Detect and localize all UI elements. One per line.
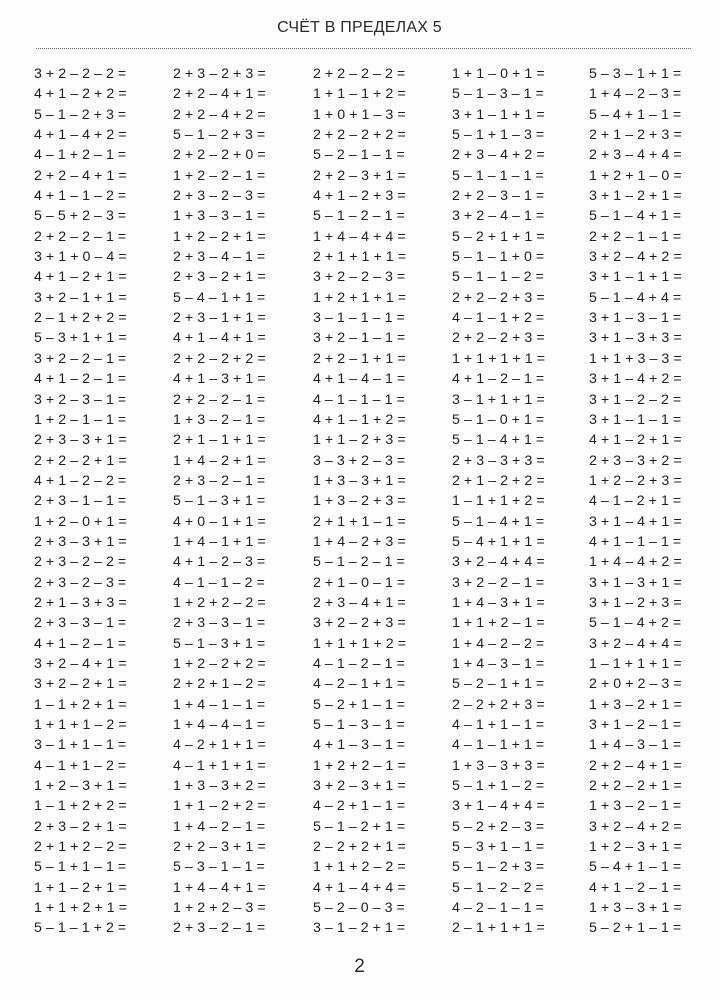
exercise-item: 1 – 1 + 1 + 2 = <box>452 493 545 510</box>
exercise-item: 3 + 1 – 4 + 2 = <box>589 371 682 388</box>
exercise-item: 2 + 3 – 3 – 1 = <box>173 615 266 632</box>
exercise-item: 1 + 2 – 2 + 1 = <box>173 228 266 245</box>
exercise-item: 2 + 2 – 4 + 1 = <box>173 86 266 103</box>
exercise-item: 2 + 3 – 3 – 1 = <box>34 615 127 632</box>
exercise-item: 2 + 1 – 0 – 1 = <box>313 574 406 591</box>
exercise-item: 2 + 1 – 2 + 3 = <box>589 127 682 144</box>
exercise-item: 1 + 2 – 2 + 2 = <box>173 655 266 672</box>
exercise-item: 1 + 4 – 4 + 1 = <box>173 879 266 896</box>
exercise-item: 1 + 4 – 2 + 1 = <box>173 452 266 469</box>
exercise-item: 4 – 1 + 1 – 1 = <box>452 717 545 733</box>
exercise-item: 2 – 2 + 2 + 3 = <box>452 696 545 713</box>
exercise-item: 1 + 2 + 1 + 1 = <box>313 289 407 306</box>
exercise-item: 3 – 3 + 2 – 3 = <box>313 452 406 469</box>
exercise-item: 3 + 2 – 2 – 1 = <box>34 350 127 367</box>
exercise-item: 3 + 2 – 3 + 1 = <box>313 778 406 795</box>
exercise-item: 2 + 2 – 2 + 3 = <box>452 289 545 306</box>
exercise-item: 3 + 2 – 2 – 1 = <box>452 574 545 591</box>
exercise-item: 3 + 1 – 3 + 1 = <box>589 574 682 591</box>
exercise-item: 1 + 2 + 2 – 3 = <box>173 900 266 917</box>
exercise-item: 3 + 1 – 1 + 1 = <box>452 106 545 123</box>
exercise-item: 1 + 4 – 3 – 1 = <box>452 655 545 672</box>
exercise-item: 4 – 2 – 1 – 1 = <box>452 900 544 917</box>
exercise-item: 2 + 2 – 2 + 3 = <box>452 330 545 347</box>
exercise-item: 3 + 2 – 2 – 2 = <box>34 66 127 82</box>
title-dotted-divider <box>36 48 691 49</box>
exercise-item: 1 + 4 – 2 – 3 = <box>589 86 682 103</box>
exercise-item: 1 + 2 – 3 + 1 = <box>34 778 127 795</box>
exercise-item: 1 + 1 + 3 – 3 = <box>589 350 682 367</box>
exercise-item: 5 – 2 – 1 – 1 = <box>313 147 405 164</box>
exercise-item: 4 – 1 – 1 – 1 = <box>313 391 405 408</box>
exercise-item: 4 – 2 – 1 + 1 = <box>313 676 406 693</box>
exercise-item: 4 + 1 – 4 + 4 = <box>313 879 406 896</box>
exercise-item: 2 + 2 – 2 + 2 = <box>313 127 406 144</box>
exercise-item: 1 + 2 + 2 – 1 = <box>313 757 406 774</box>
exercise-item: 2 + 2 – 3 + 1 = <box>173 839 266 856</box>
exercise-item: 3 + 2 – 4 + 4 = <box>589 635 682 652</box>
exercise-item: 1 + 2 – 0 + 1 = <box>34 513 127 530</box>
exercise-columns <box>0 64 719 944</box>
exercise-item: 5 – 4 + 1 – 1 = <box>589 106 682 123</box>
exercise-item: 3 + 1 – 4 + 4 = <box>452 798 545 815</box>
exercise-item: 1 + 1 + 2 + 1 = <box>34 900 128 917</box>
page-number: 2 <box>354 956 365 977</box>
exercise-item: 3 + 1 + 0 – 4 = <box>34 249 127 266</box>
exercise-item: 2 + 2 – 4 + 1 = <box>34 167 127 184</box>
exercise-item: 5 – 2 – 0 – 3 = <box>313 900 405 917</box>
exercise-item: 4 + 1 – 1 + 2 = <box>313 411 406 428</box>
exercise-item: 3 + 2 – 1 + 1 = <box>34 289 127 306</box>
exercise-item: 2 + 3 – 2 + 3 = <box>173 66 266 82</box>
exercise-item: 2 + 2 – 2 + 0 = <box>173 147 266 164</box>
exercise-item: 2 + 3 – 4 + 4 = <box>589 147 682 164</box>
exercise-column-1 <box>34 64 159 939</box>
exercise-item: 1 + 1 – 2 + 3 = <box>313 432 406 449</box>
exercise-item: 1 + 2 – 2 – 1 = <box>173 167 266 184</box>
exercise-item: 2 + 2 – 4 + 2 = <box>173 106 266 123</box>
exercise-item: 1 + 4 – 2 – 1 = <box>173 818 266 835</box>
exercise-item: 3 + 1 – 2 + 3 = <box>589 594 682 611</box>
exercise-item: 5 – 1 – 3 – 1 = <box>452 86 544 103</box>
exercise-item: 4 – 2 + 1 + 1 = <box>173 737 266 754</box>
exercise-item: 5 – 2 – 1 + 1 = <box>452 676 545 693</box>
exercise-item: 5 – 2 + 1 + 1 = <box>452 228 545 245</box>
exercise-item: 1 + 3 – 3 + 1 = <box>589 900 682 917</box>
exercise-item: 2 + 3 – 1 – 1 = <box>34 493 127 510</box>
exercise-item: 1 + 3 – 3 + 2 = <box>173 778 266 795</box>
exercise-item: 1 + 1 – 0 + 1 = <box>452 66 545 82</box>
exercise-item: 5 – 1 – 4 + 4 = <box>589 289 682 306</box>
exercise-item: 4 + 1 – 2 – 1 = <box>34 371 127 388</box>
exercise-item: 2 – 2 + 2 + 1 = <box>313 839 406 856</box>
exercise-item: 5 – 1 – 4 + 1 = <box>452 432 545 449</box>
exercise-item: 5 – 2 + 2 – 3 = <box>452 818 545 835</box>
exercise-item: 1 + 4 – 2 + 3 = <box>313 533 406 550</box>
exercise-item: 3 + 2 – 2 – 3 = <box>313 269 406 286</box>
exercise-item: 1 + 1 + 2 – 2 = <box>313 859 406 876</box>
exercise-item: 2 + 0 + 2 – 3 = <box>589 676 682 693</box>
exercise-item: 4 + 0 – 1 + 1 = <box>173 513 266 530</box>
exercise-item: 5 – 1 – 4 + 2 = <box>589 615 682 632</box>
exercise-item: 5 – 1 – 2 + 3 = <box>452 859 545 876</box>
exercise-item: 5 – 1 – 4 + 1 = <box>589 208 682 225</box>
exercise-item: 4 + 1 – 2 + 1 = <box>34 269 127 286</box>
exercise-item: 2 + 1 + 1 + 1 = <box>313 249 407 266</box>
exercise-item: 2 + 3 – 4 + 1 = <box>313 594 406 611</box>
exercise-item: 3 + 2 – 2 + 1 = <box>34 676 127 693</box>
exercise-item: 2 + 3 – 2 – 3 = <box>173 188 266 205</box>
exercise-item: 1 + 2 – 1 – 1 = <box>34 411 127 428</box>
exercise-item: 5 – 5 + 2 – 3 = <box>34 208 127 225</box>
exercise-column-2 <box>173 64 298 939</box>
exercise-item: 5 – 1 – 1 + 0 = <box>452 249 545 266</box>
exercise-item: 1 + 2 + 2 – 2 = <box>173 594 266 611</box>
exercise-item: 4 + 1 – 4 + 1 = <box>173 330 266 347</box>
exercise-item: 2 + 2 – 3 – 1 = <box>452 188 545 205</box>
exercise-item: 2 + 3 – 3 + 1 = <box>34 432 127 449</box>
exercise-item: 1 + 3 – 2 + 3 = <box>313 493 406 510</box>
exercise-item: 1 + 4 – 1 + 1 = <box>173 533 266 550</box>
exercise-item: 4 + 1 – 2 – 3 = <box>173 554 266 571</box>
exercise-item: 2 + 3 – 2 + 1 = <box>173 269 266 286</box>
exercise-item: 4 + 1 – 2 – 2 = <box>34 472 127 489</box>
exercise-item: 5 – 3 – 1 + 1 = <box>589 66 682 82</box>
exercise-item: 3 + 2 – 4 + 2 = <box>589 249 682 266</box>
exercise-item: 1 + 4 – 2 – 2 = <box>452 635 545 652</box>
exercise-item: 2 + 3 – 2 – 1 = <box>173 472 266 489</box>
exercise-item: 1 + 1 + 1 + 2 = <box>313 635 407 652</box>
exercise-item: 3 + 1 – 3 – 1 = <box>589 310 682 327</box>
exercise-item: 2 + 3 – 2 – 1 = <box>173 920 266 937</box>
exercise-item: 4 + 1 – 3 + 1 = <box>173 371 266 388</box>
exercise-item: 5 – 1 – 1 – 1 = <box>452 167 544 184</box>
exercise-item: 5 – 1 – 1 + 2 = <box>34 920 127 937</box>
exercise-item: 5 – 1 – 2 + 3 = <box>34 106 127 123</box>
exercise-item: 2 + 2 – 2 + 1 = <box>589 778 682 795</box>
exercise-item: 1 + 1 + 1 + 1 = <box>452 350 546 367</box>
exercise-item: 4 – 1 + 1 + 1 = <box>173 757 266 774</box>
exercise-item: 4 + 1 – 3 – 1 = <box>313 737 406 754</box>
exercise-item: 5 – 1 + 1 – 1 = <box>34 859 127 876</box>
exercise-item: 5 – 3 + 1 – 1 = <box>452 839 545 856</box>
exercise-item: 5 – 4 + 1 + 1 = <box>452 533 545 550</box>
exercise-item: 1 + 4 – 4 – 1 = <box>173 717 266 733</box>
page-title: СЧЁТ В ПРЕДЕЛАХ 5 <box>277 19 442 36</box>
exercise-item: 1 + 3 – 2 + 1 = <box>589 696 682 713</box>
exercise-column-5 <box>589 64 714 939</box>
exercise-item: 4 + 1 – 2 – 1 = <box>589 879 682 896</box>
exercise-item: 5 – 1 – 0 + 1 = <box>452 411 545 428</box>
exercise-item: 5 – 1 – 2 – 2 = <box>452 879 544 896</box>
exercise-item: 5 – 1 – 3 – 1 = <box>313 717 405 733</box>
exercise-item: 5 – 2 + 1 – 1 = <box>313 696 406 713</box>
exercise-item: 3 + 2 – 2 + 3 = <box>313 615 406 632</box>
exercise-item: 4 + 1 – 1 – 1 = <box>589 533 682 550</box>
exercise-item: 1 + 2 + 1 – 0 = <box>589 167 682 184</box>
exercise-item: 2 + 1 – 3 + 3 = <box>34 594 127 611</box>
exercise-item: 3 + 1 – 3 + 3 = <box>589 330 682 347</box>
exercise-item: 2 + 1 – 1 + 1 = <box>173 432 266 449</box>
exercise-item: 2 + 1 + 1 – 1 = <box>313 513 406 530</box>
exercise-item: 4 + 1 – 4 + 2 = <box>34 127 127 144</box>
exercise-item: 5 – 4 – 1 + 1 = <box>173 289 266 306</box>
exercise-item: 1 + 3 – 3 + 3 = <box>452 757 545 774</box>
exercise-item: 4 – 2 + 1 – 1 = <box>313 798 406 815</box>
exercise-item: 1 + 1 + 2 – 1 = <box>452 615 545 632</box>
exercise-item: 4 – 1 – 1 + 1 = <box>452 737 545 754</box>
exercise-item: 2 + 2 – 3 + 1 = <box>313 167 406 184</box>
exercise-item: 1 – 1 + 2 + 1 = <box>34 696 127 713</box>
exercise-item: 1 + 4 – 3 + 1 = <box>452 594 545 611</box>
exercise-item: 3 + 2 – 4 + 1 = <box>34 655 127 672</box>
exercise-item: 2 – 1 + 1 + 1 = <box>452 920 545 937</box>
exercise-item: 2 + 1 – 2 + 2 = <box>452 472 545 489</box>
exercise-item: 3 – 1 + 1 – 1 = <box>34 737 127 754</box>
exercise-item: 3 + 2 – 4 + 4 = <box>452 554 545 571</box>
exercise-item: 5 – 1 + 1 – 3 = <box>452 127 545 144</box>
exercise-item: 2 + 3 – 3 + 2 = <box>589 452 682 469</box>
exercise-item: 5 – 1 – 3 + 1 = <box>173 635 266 652</box>
exercise-item: 2 + 2 – 2 – 1 = <box>173 391 266 408</box>
exercise-item: 4 – 1 – 1 + 2 = <box>452 310 545 327</box>
exercise-column-4 <box>452 64 577 939</box>
exercise-item: 4 + 1 – 2 + 1 = <box>589 432 682 449</box>
exercise-item: 1 + 2 – 2 + 3 = <box>589 472 682 489</box>
exercise-item: 1 + 4 – 4 + 2 = <box>589 554 682 571</box>
exercise-item: 3 – 1 – 1 – 1 = <box>313 310 405 327</box>
exercise-item: 2 – 1 + 2 + 2 = <box>34 310 127 327</box>
exercise-item: 3 – 1 – 2 + 1 = <box>313 920 406 937</box>
exercise-item: 2 + 3 – 4 – 1 = <box>173 249 266 266</box>
exercise-item: 1 + 1 – 1 + 2 = <box>313 86 406 103</box>
exercise-item: 2 + 3 – 2 – 3 = <box>34 574 127 591</box>
exercise-item: 5 – 1 – 4 + 1 = <box>452 513 545 530</box>
exercise-item: 4 + 1 – 2 + 3 = <box>313 188 406 205</box>
exercise-item: 1 + 3 – 3 – 1 = <box>173 208 266 225</box>
exercise-item: 3 – 1 + 1 + 1 = <box>452 391 545 408</box>
exercise-item: 5 – 1 – 2 + 1 = <box>313 818 406 835</box>
exercise-item: 3 + 2 – 1 – 1 = <box>313 330 406 347</box>
exercise-item: 3 + 2 – 4 + 2 = <box>589 818 682 835</box>
exercise-item: 5 – 1 – 2 – 1 = <box>313 208 405 225</box>
exercise-item: 4 + 1 – 2 – 1 = <box>452 371 545 388</box>
exercise-item: 2 + 2 – 2 – 2 = <box>313 66 406 82</box>
exercise-item: 3 + 2 – 3 – 1 = <box>34 391 127 408</box>
exercise-item: 5 – 1 – 2 – 1 = <box>313 554 405 571</box>
exercise-item: 5 – 1 – 3 + 1 = <box>173 493 266 510</box>
exercise-item: 4 – 1 – 1 – 2 = <box>173 574 265 591</box>
exercise-item: 1 + 4 – 4 + 4 = <box>313 228 406 245</box>
exercise-item: 2 + 2 – 2 + 2 = <box>173 350 266 367</box>
exercise-item: 4 – 1 + 1 – 2 = <box>34 757 127 774</box>
exercise-item: 4 + 1 – 1 – 2 = <box>34 188 127 205</box>
exercise-item: 3 + 1 – 2 – 1 = <box>589 717 682 733</box>
exercise-item: 1 + 0 + 1 – 3 = <box>313 106 406 123</box>
exercise-item: 2 + 2 – 2 – 1 = <box>34 228 127 245</box>
exercise-item: 1 + 4 – 1 – 1 = <box>173 696 266 713</box>
exercise-item: 2 + 3 – 2 – 2 = <box>34 554 127 571</box>
exercise-item: 4 – 1 – 2 + 1 = <box>589 493 682 510</box>
exercise-item: 2 + 2 – 4 + 1 = <box>589 757 682 774</box>
exercise-item: 2 + 3 – 2 + 1 = <box>34 818 127 835</box>
exercise-item: 2 + 2 – 1 + 1 = <box>313 350 406 367</box>
exercise-item: 1 + 3 – 2 – 1 = <box>173 411 266 428</box>
exercise-item: 3 + 1 – 2 + 1 = <box>589 188 682 205</box>
exercise-item: 1 + 2 – 3 + 1 = <box>589 839 682 856</box>
exercise-item: 1 – 1 + 1 + 1 = <box>589 655 682 672</box>
exercise-item: 5 – 2 + 1 – 1 = <box>589 920 682 937</box>
exercise-item: 5 – 4 + 1 – 1 = <box>589 859 682 876</box>
exercise-item: 4 – 1 + 2 – 1 = <box>34 147 127 164</box>
exercise-item: 1 + 1 – 2 + 1 = <box>34 879 127 896</box>
exercise-item: 4 + 1 – 4 – 1 = <box>313 371 406 388</box>
exercise-item: 1 – 1 + 2 + 2 = <box>34 798 127 815</box>
exercise-item: 1 + 4 – 3 – 1 = <box>589 737 682 754</box>
exercise-item: 3 + 2 – 4 – 1 = <box>452 208 545 225</box>
exercise-item: 4 + 1 – 2 – 1 = <box>34 635 127 652</box>
exercise-item: 2 + 2 – 2 + 1 = <box>34 452 127 469</box>
exercise-item: 2 + 3 – 1 + 1 = <box>173 310 266 327</box>
exercise-column-3 <box>313 64 438 939</box>
exercise-item: 3 + 1 – 1 – 1 = <box>589 411 682 428</box>
exercise-item: 5 – 1 + 1 – 2 = <box>452 778 545 795</box>
exercise-item: 2 + 3 – 3 + 1 = <box>34 533 127 550</box>
exercise-item: 1 + 1 + 1 – 2 = <box>34 717 127 733</box>
exercise-item: 3 + 1 – 4 + 1 = <box>589 513 682 530</box>
exercise-item: 3 + 1 – 2 – 2 = <box>589 391 682 408</box>
exercise-item: 1 + 1 – 2 + 2 = <box>173 798 266 815</box>
exercise-item: 2 + 3 – 4 + 2 = <box>452 147 545 164</box>
exercise-item: 2 + 2 – 1 – 1 = <box>589 228 682 245</box>
exercise-item: 5 – 3 + 1 + 1 = <box>34 330 127 347</box>
exercise-item: 2 + 1 + 2 – 2 = <box>34 839 127 856</box>
exercise-item: 2 + 3 – 3 + 3 = <box>452 452 545 469</box>
exercise-item: 2 + 2 + 1 – 2 = <box>173 676 266 693</box>
exercise-item: 4 + 1 – 2 + 2 = <box>34 86 127 103</box>
exercise-item: 3 + 1 – 1 + 1 = <box>589 269 682 286</box>
exercise-item: 5 – 1 – 2 + 3 = <box>173 127 266 144</box>
exercise-item: 4 – 1 – 2 – 1 = <box>313 655 405 672</box>
exercise-item: 5 – 3 – 1 – 1 = <box>173 859 265 876</box>
exercise-item: 5 – 1 – 1 – 2 = <box>452 269 544 286</box>
exercise-item: 1 + 3 – 2 – 1 = <box>589 798 682 815</box>
exercise-item: 1 + 3 – 3 + 1 = <box>313 472 406 489</box>
